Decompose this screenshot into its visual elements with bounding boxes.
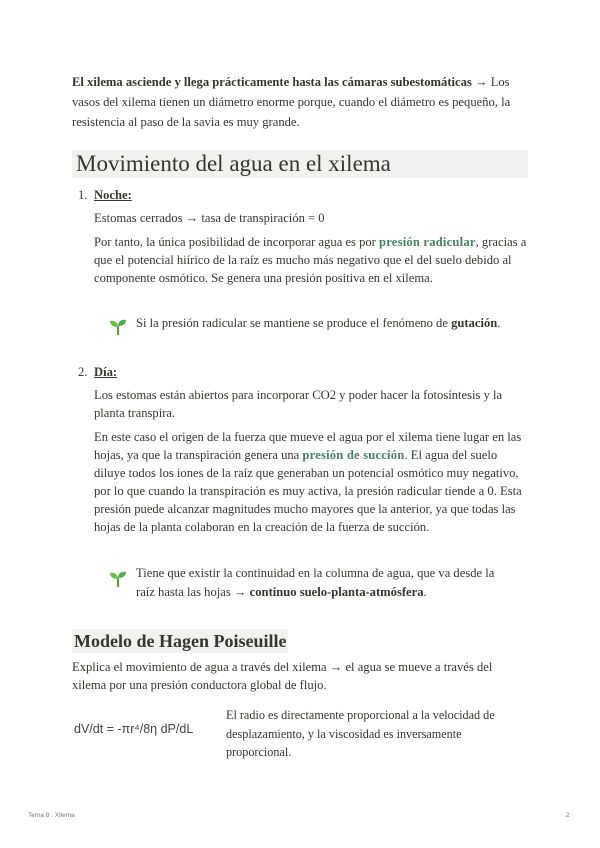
callout-text-b: . <box>497 316 501 330</box>
formula-explanation: El radio es directamente proporcional a la velocidad de desplazamiento, y la viscosidad es inversamente proporcional. <box>226 708 495 759</box>
formula-image: dV/dt = -πr⁴/8η dP/dL <box>74 722 194 736</box>
night-paragraph <box>94 233 530 287</box>
seedling-icon <box>108 316 128 336</box>
seedling-icon <box>108 568 128 588</box>
list-number: 1. <box>78 188 88 202</box>
list-item-night <box>78 186 132 204</box>
callout-bold: gutación <box>451 316 498 330</box>
callout-text <box>136 564 506 602</box>
intro-bold: El xilema asciende y llega prácticamente hasta las cámaras subestomáticas <box>72 75 472 89</box>
callout-text-a: Tiene que existir la continuidad en la columna de agua, que va desde la raíz hasta las hojas → <box>136 566 495 599</box>
callout-bold: continuo suelo-planta-atmósfera <box>249 585 424 599</box>
model-paragraph: Explica el movimiento de agua a través del xilema → el agua se mueve a través del xilema por una presión conductora global de flujo. <box>72 660 493 692</box>
list-label-day: Día: <box>94 365 118 379</box>
highlight-presion-radicular: presión radicular <box>379 235 476 249</box>
night-text-a: Por tanto, la única posibilidad de incorporar agua es por <box>94 235 380 249</box>
day-paragraph-2 <box>94 428 530 536</box>
list-number: 2. <box>78 365 88 379</box>
list-item-day <box>78 363 117 381</box>
page-number: 2 <box>566 812 570 819</box>
callout-gutacion <box>94 314 524 336</box>
night-text-b: , gracias a que el potencial hiírico de la raíz es mucho más negativo que el del suelo debido al componente osmótico. Se genera una presión positiva en el xilema. <box>94 235 527 285</box>
callout-text-a: Si la presión radicular se mantiene se produce el fenómeno de <box>136 316 452 330</box>
callout-text-b: . <box>423 585 427 599</box>
day-paragraph-1: Los estomas están abiertos para incorporar CO2 y poder hacer la fotosíntesis y la planta transpira. <box>94 388 503 420</box>
highlight-presion-succion: presión de succión <box>302 448 405 462</box>
callout-continuo <box>94 564 524 604</box>
footer-title: Tema 8 . Xilema <box>28 812 75 819</box>
day-text-a: En este caso el origen de la fuerza que mueve el agua por el xilema tiene lugar en las hojas, ya que la transpiración genera una <box>94 430 522 462</box>
day-text-b: . El agua del suelo diluye todos los iones de la raíz que generaban un potencial osmótico muy negativo, por lo que cuando la transpiración es muy activa, la presión radicular tiende a 0. Esta presión puede alcanzar magnitudes mucho mayores que la anterior, ya que todas las hojas de la planta colaboran en la creación de la fuerza de succión. <box>94 448 522 534</box>
night-line1: Estomas cerrados → tasa de transpiración = 0 <box>94 211 325 225</box>
intro-rest: → Los vasos del xilema tienen un diámetro enorme porque, cuando el diámetro es pequeño, la resistencia al paso de la savia es muy grande. <box>72 75 511 129</box>
list-label-night: Noche: <box>94 188 132 202</box>
callout-text <box>136 314 524 333</box>
intro-paragraph <box>72 72 528 132</box>
section-heading-xilema: Movimiento del agua en el xilema <box>72 150 528 178</box>
section-heading-hagen: Modelo de Hagen Poiseuille <box>74 631 287 651</box>
